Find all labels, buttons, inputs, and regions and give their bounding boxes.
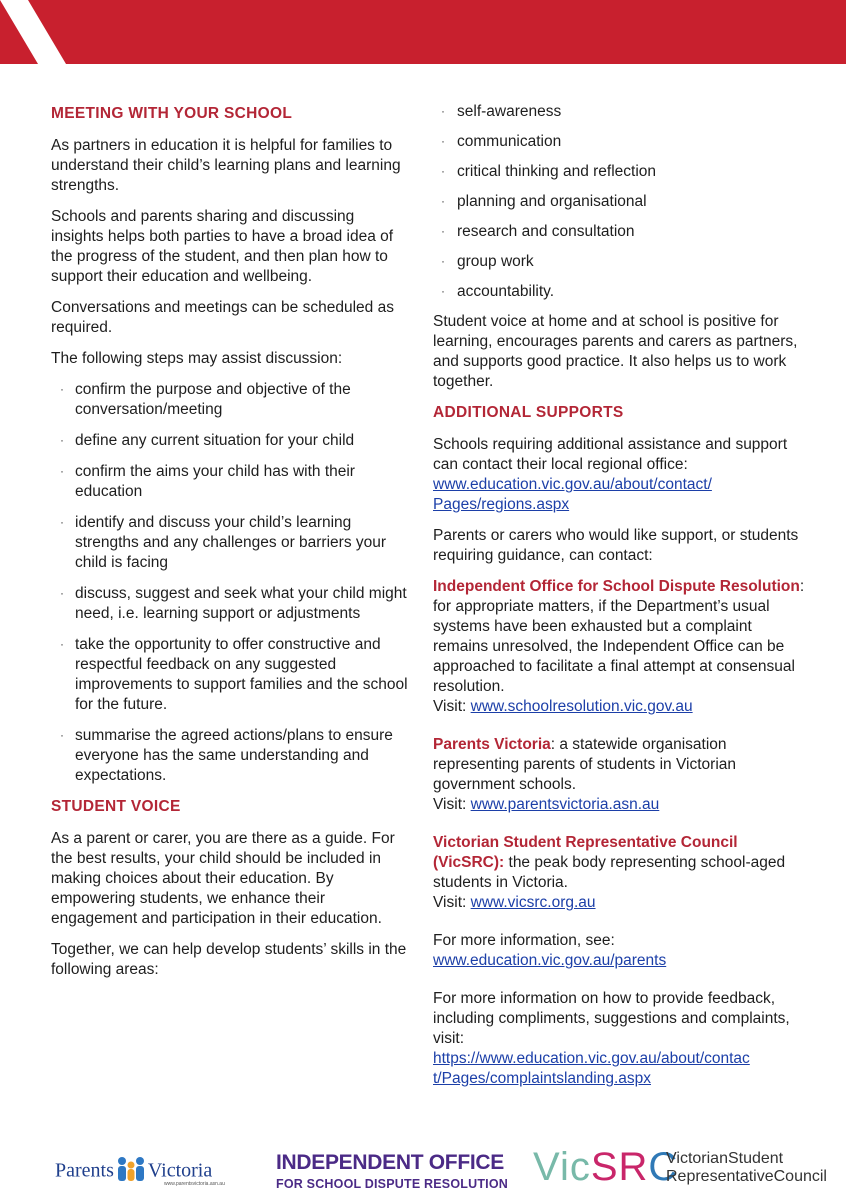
vicsrc-logo: VicSRC xyxy=(533,1145,679,1189)
paragraph-student-voice-home: Student voice at home and at school is positive for learning, encourages parents and carers as partners, and supports good practice. It also helps us to work together. xyxy=(433,313,798,390)
parents-victoria-url: www.parentsvictoria.asn.au xyxy=(164,1181,225,1187)
list-item: · accountability. xyxy=(441,283,555,300)
list-item: · confirm the purpose and objective of the conversation/meeting xyxy=(60,381,351,418)
org-name-vicsrc: Victorian Student Representative Council (VicSRC): xyxy=(433,834,738,871)
right-column xyxy=(433,102,808,1100)
link-complaints[interactable]: https://www.education.vic.gov.au/about/contac t/Pages/complaintslanding.aspx xyxy=(433,1050,750,1087)
list-item: · identify and discuss your child’s learning strengths and any challenges or barriers your child is facing xyxy=(60,514,387,571)
parents-victoria-logo: Parents Victoria xyxy=(55,1155,212,1189)
bullet-icon: · xyxy=(441,254,445,268)
org-name-iosdr: Independent Office for School Dispute Resolution xyxy=(433,578,800,595)
list-item: · define any current situation for your child xyxy=(60,432,355,449)
banner-stripe-graphic xyxy=(0,0,846,64)
bullet-icon: · xyxy=(441,224,445,238)
vicsrc-subtitle: VictorianStudent RepresentativeCouncil xyxy=(666,1150,827,1185)
skills-list xyxy=(432,102,808,302)
footer-logos xyxy=(0,1135,846,1200)
paragraph-partners: As partners in education it is helpful for families to understand their child’s learning plans and learning strengths. xyxy=(51,137,401,194)
paragraph-parents-contact: Parents or carers who would like support, or students requiring guidance, can contact: xyxy=(433,527,799,564)
bullet-icon: · xyxy=(441,164,445,178)
paragraph-schools-assist: Schools requiring additional assistance and support can contact their local regional office: www.education.vic.gov.au/about/contact/ Pages/regions.aspx xyxy=(433,436,788,513)
paragraph-together: Together, we can help develop students’ skills in the following areas: xyxy=(51,941,407,978)
list-item: · self-awareness xyxy=(441,103,562,120)
bullet-icon: · xyxy=(441,284,445,298)
bullet-icon: · xyxy=(60,382,64,396)
paragraph-steps-intro: The following steps may assist discussion: xyxy=(51,350,343,367)
left-column xyxy=(51,104,411,991)
independent-office-logo: INDEPENDENT OFFICE FOR SCHOOL DISPUTE RESOLUTION xyxy=(276,1151,508,1191)
heading-additional-supports: ADDITIONAL SUPPORTS xyxy=(433,404,624,421)
bullet-icon: · xyxy=(60,637,64,651)
bullet-icon: · xyxy=(60,464,64,478)
list-item: · summarise the agreed actions/plans to ensure everyone has the same understanding and expectations. xyxy=(60,727,393,784)
list-item: · discuss, suggest and seek what your child might need, i.e. learning support or adjustments xyxy=(60,585,407,622)
list-item: · take the opportunity to offer constructive and respectful feedback on any suggested improvements to support families and the school for the future. xyxy=(60,636,408,713)
bullet-icon: · xyxy=(441,134,445,148)
paragraph-more-info: For more information, see: www.education.vic.gov.au/parents xyxy=(433,932,667,969)
link-vicsrc[interactable]: www.vicsrc.org.au xyxy=(470,894,596,911)
bullet-icon: · xyxy=(441,194,445,208)
link-education-parents[interactable]: www.education.vic.gov.au/parents xyxy=(433,952,667,969)
header-banner xyxy=(0,0,846,64)
bullet-icon: · xyxy=(60,433,64,447)
paragraph-iosdr: Independent Office for School Dispute Resolution: for appropriate matters, if the Department’s usual systems have been exhausted but a complaint remains unresolved, the Independent Office can be approached to facilitate a final attempt at consensual resolution. Visit: www.schoolresolution.vic.gov.au xyxy=(433,578,805,715)
link-parentsvictoria[interactable]: www.parentsvictoria.asn.au xyxy=(470,796,660,813)
org-name-parents-victoria: Parents Victoria xyxy=(433,736,551,753)
heading-meeting: MEETING WITH YOUR SCHOOL xyxy=(51,105,293,122)
bullet-icon: · xyxy=(60,728,64,742)
bullet-icon: · xyxy=(60,586,64,600)
paragraph-guide: As a parent or carer, you are there as a guide. For the best results, your child should be included in making choices about their education. By empowering students, we enhance their engagement and participation in their education. xyxy=(51,830,395,927)
list-item: · critical thinking and reflection xyxy=(441,163,657,180)
paragraph-conversations: Conversations and meetings can be scheduled as required. xyxy=(51,299,394,336)
list-item: · group work xyxy=(441,253,534,270)
list-item: · research and consultation xyxy=(441,223,635,240)
heading-student-voice: STUDENT VOICE xyxy=(51,798,181,815)
bullet-icon: · xyxy=(441,104,445,118)
paragraph-parents-victoria: Parents Victoria: a statewide organisation representing parents of students in Victorian government schools. Visit: www.parentsvictoria.asn.au xyxy=(433,736,737,813)
paragraph-feedback: For more information on how to provide feedback, including compliments, suggestions and complaints, visit: https://www.education.vic.gov.au/about/contac t/Pages/complaintslanding.aspx xyxy=(433,990,790,1087)
people-icon xyxy=(116,1155,146,1189)
list-item: · confirm the aims your child has with their education xyxy=(60,463,355,500)
list-item: · planning and organisational xyxy=(441,193,647,210)
list-item: · communication xyxy=(441,133,562,150)
paragraph-vicsrc: Victorian Student Representative Council (VicSRC): the peak body representing school-aged students in Victoria. Visit: www.vicsrc.org.au xyxy=(433,834,786,911)
link-schoolresolution[interactable]: www.schoolresolution.vic.gov.au xyxy=(470,698,693,715)
paragraph-sharing: Schools and parents sharing and discussing insights helps both parties to have a broad idea of the progress of the student, and then plan how to support their education and wellbeing. xyxy=(51,208,394,285)
steps-list xyxy=(51,380,411,786)
link-regions[interactable]: www.education.vic.gov.au/about/contact/ Pages/regions.aspx xyxy=(433,476,712,513)
bullet-icon: · xyxy=(60,515,64,529)
